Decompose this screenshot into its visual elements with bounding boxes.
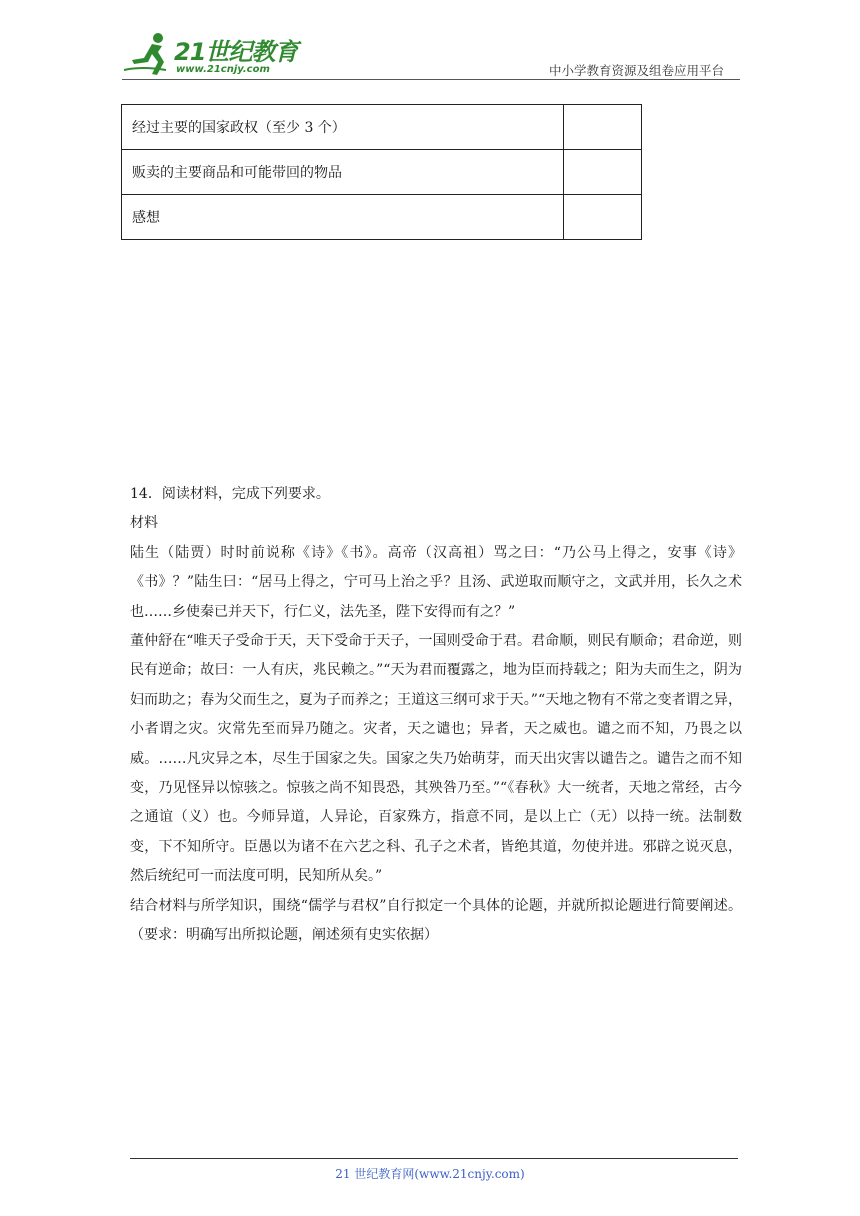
answer-table xyxy=(121,104,642,240)
table-cell-answer[interactable] xyxy=(564,195,642,240)
table-cell-answer[interactable] xyxy=(564,105,642,150)
question-14 xyxy=(130,480,742,951)
running-person-logo-icon xyxy=(122,30,178,76)
table-cell-label: 经过主要的国家政权（至少 3 个） xyxy=(122,105,564,150)
page-header xyxy=(0,0,860,84)
material-label: 材料 xyxy=(130,515,158,532)
material-paragraph-lujia: 陆生（陆贾）时时前说称《诗》《书》。高帝（汉高祖）骂之曰：“乃公马上得之，安事《诗》《书》？”陆生曰：“居马上得之，宁可马上治之乎？且汤、武逆取而顺守之，文武并用，长久之术也……乡使秦已并天下，行仁义，法先圣，陛下安得而有之？” xyxy=(130,544,742,620)
table-cell-label: 贩卖的主要商品和可能带回的物品 xyxy=(122,150,564,195)
footer-divider xyxy=(130,1158,738,1159)
logo-text: 21世纪教育 xyxy=(174,38,298,66)
table-cell-answer[interactable] xyxy=(564,150,642,195)
platform-subtitle: 中小学教育资源及组卷应用平台 xyxy=(548,63,724,78)
header-divider xyxy=(122,79,740,80)
logo-url: www.21cnjy.com xyxy=(176,64,270,75)
footer-link[interactable]: 21 世纪教育网(www.21cnjy.com) xyxy=(335,1167,525,1181)
table-row xyxy=(122,150,642,195)
site-logo[interactable] xyxy=(122,30,298,80)
question-task: 结合材料与所学知识，围绕“儒学与君权”自行拟定一个具体的论题，并就所拟论题进行简要阐述。（要求：明确写出所拟论题，阐述须有史实依据） xyxy=(130,897,742,944)
table-row xyxy=(122,105,642,150)
table-row xyxy=(122,195,642,240)
question-stem: 14．阅读材料，完成下列要求。 xyxy=(130,486,330,502)
material-paragraph-dongzhongshu: 董仲舒在“唯天子受命于天，天下受命于天子，一国则受命于君。君命顺，则民有顺命；君命逆，则民有逆命；故曰：一人有庆，兆民赖之。”“天为君而覆露之，地为臣而持载之；阳为夫而生之，阴为妇而助之；春为父而生之，夏为子而养之；王道这三纲可求于天。”“天地之物有不常之变者谓之异，小者谓之灾。灾常先至而异乃随之。灾者，天之谴也；异者，天之威也。谴之而不知，乃畏之以威。……凡灾异之本，尽生于国家之失。国家之失乃始萌芽，而天出灾害以谴告之。谴告之而不知变，乃见怪异以惊骇之。惊骇之尚不知畏恐，其殃咎乃至。”“《春秋》大一统者，天地之常经，古今之通谊（义）也。今师异道，人异论，百家殊方，指意不同，是以上亡（无）以持一统。法制数变，下不知所守。臣愚以为诸不在六艺之科、孔子之术者，皆绝其道，勿使并进。邪辟之说灭息，然后统纪可一而法度可明，民知所从矣。” xyxy=(130,633,742,885)
table-cell-label: 感想 xyxy=(122,195,564,240)
